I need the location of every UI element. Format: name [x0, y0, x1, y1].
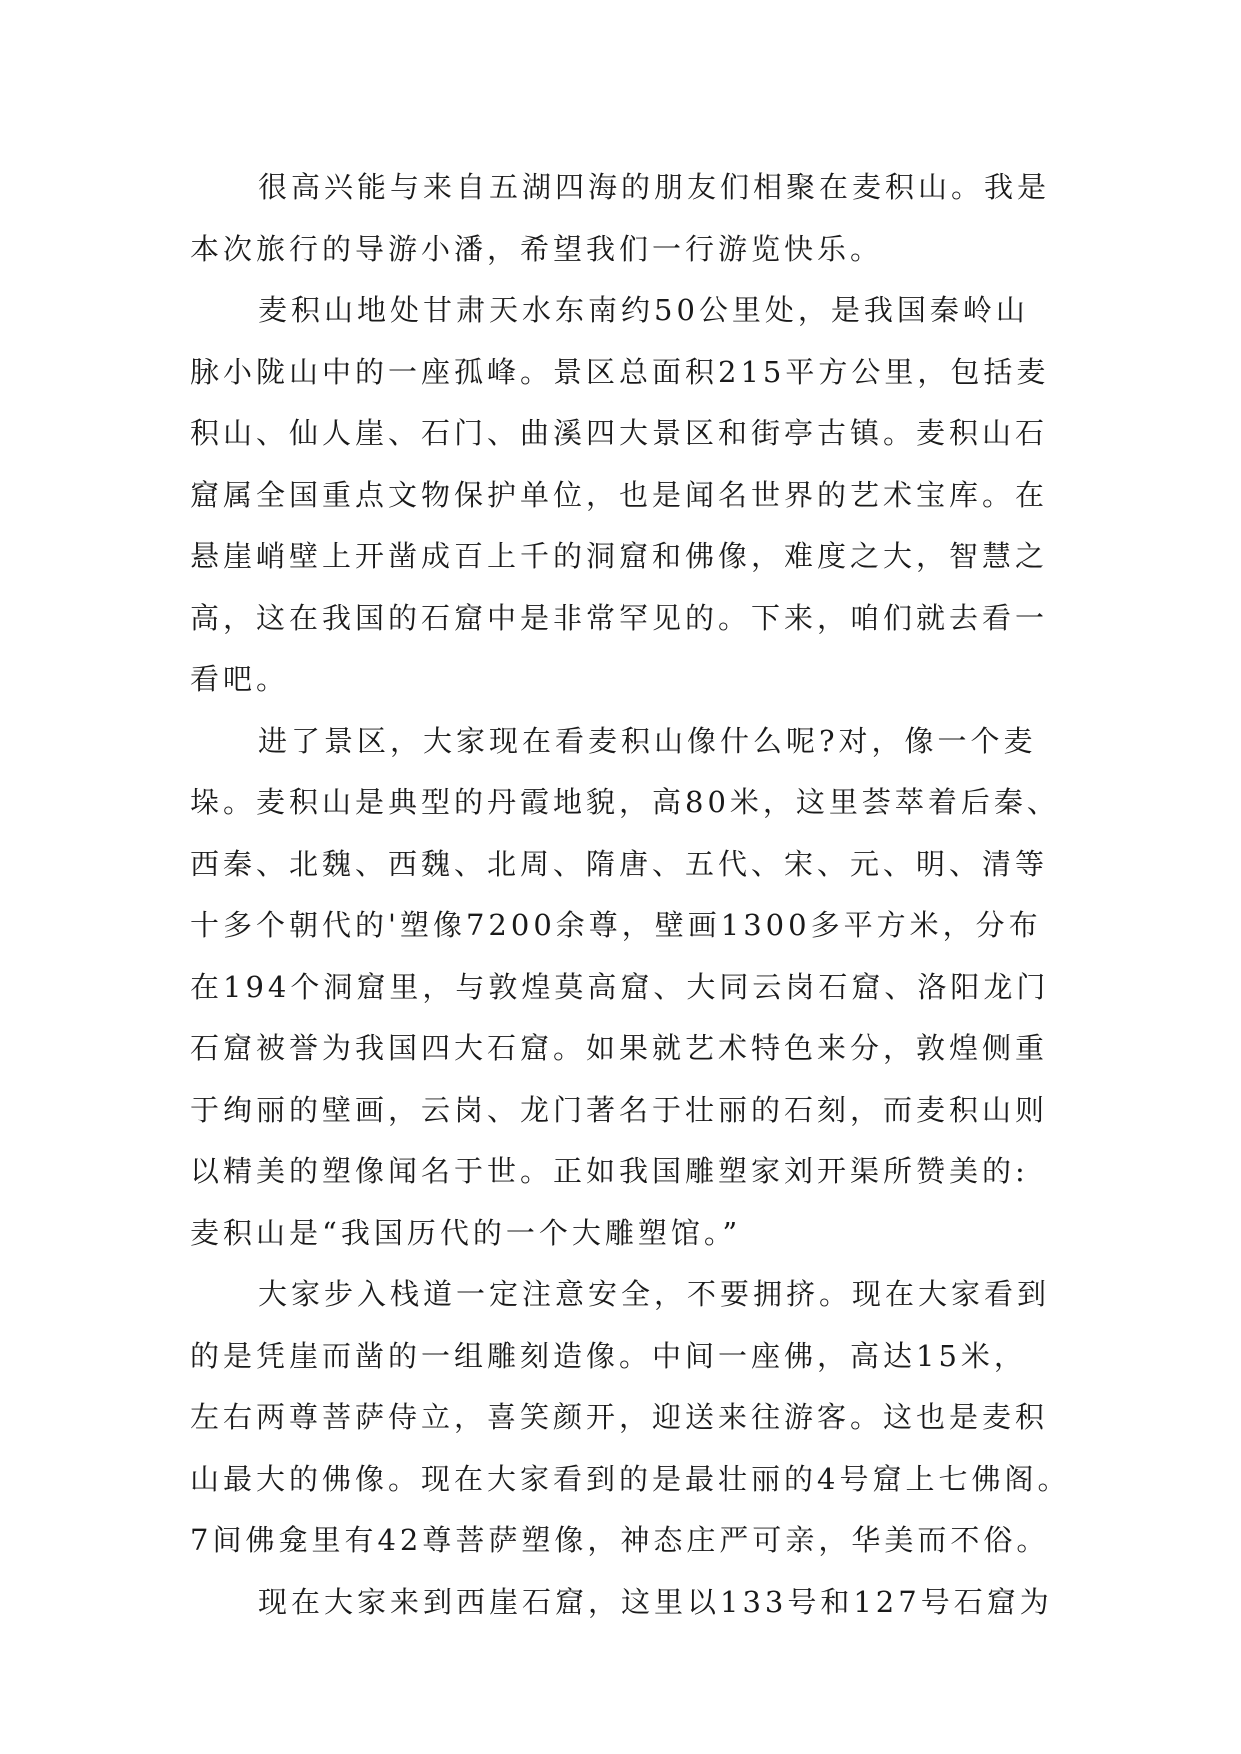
text-line: 7间佛龛里有42尊菩萨塑像，神态庄严可亲，华美而不俗。	[190, 1523, 1050, 1557]
text-line: 石窟被誉为我国四大石窟。如果就艺术特色来分，敦煌侧重	[190, 1031, 1049, 1065]
text-line: 很高兴能与来自五湖四海的朋友们相聚在麦积山。我是	[258, 170, 1051, 204]
text-line: 现在大家来到西崖石窟，这里以133号和127号石窟为	[258, 1584, 1053, 1619]
text-line: 进了景区，大家现在看麦积山像什么呢?对，像一个麦	[258, 723, 1037, 758]
text-line: 本次旅行的导游小潘，希望我们一行游览快乐。	[190, 231, 884, 266]
text-line: 于绚丽的壁画，云岗、龙门著名于壮丽的石刻，而麦积山则	[190, 1092, 1049, 1127]
text-line: 西秦、北魏、西魏、北周、隋唐、五代、宋、元、明、清等	[190, 846, 1049, 881]
text-line: 大家步入栈道一定注意安全，不要拥挤。现在大家看到	[258, 1277, 1051, 1311]
text-line: 积山、仙人崖、石门、曲溪四大景区和街亭古镇。麦积山石	[190, 416, 1049, 450]
text-line: 左右两尊菩萨侍立，喜笑颜开，迎送来往游客。这也是麦积	[190, 1400, 1049, 1434]
text-line: 以精美的塑像闻名于世。正如我国雕塑家刘开渠所赞美的:	[190, 1154, 1029, 1188]
body-text	[190, 157, 1071, 1633]
text-line: 看吧。	[190, 662, 290, 696]
text-line: 脉小陇山中的一座孤峰。景区总面积215平方公里，包括麦	[190, 354, 1050, 389]
text-line: 山最大的佛像。现在大家看到的是最壮丽的4号窟上七佛阁。	[190, 1461, 1071, 1496]
text-line: 窟属全国重点文物保护单位，也是闻名世界的艺术宝库。在	[190, 477, 1049, 512]
text-line: 麦积山地处甘肃天水东南约50公里处，是我国秦岭山	[258, 293, 1029, 327]
text-line: 十多个朝代的'塑像7200余尊，壁画1300多平方米，分布	[190, 908, 1042, 942]
text-line: 的是凭崖而凿的一组雕刻造像。中间一座佛，高达15米，	[190, 1338, 1027, 1373]
text-line: 垛。麦积山是典型的丹霞地貌，高80米，这里荟萃着后秦、	[190, 785, 1060, 819]
text-line: 在194个洞窟里，与敦煌莫高窟、大同云岗石窟、洛阳龙门	[190, 969, 1050, 1004]
text-line: 悬崖峭壁上开凿成百上千的洞窟和佛像，难度之大，智慧之	[190, 539, 1049, 573]
text-line: 高，这在我国的石窟中是非常罕见的。下来，咱们就去看一	[190, 600, 1049, 635]
text-line: 麦积山是“我国历代的一个大雕塑馆。”	[190, 1215, 742, 1250]
